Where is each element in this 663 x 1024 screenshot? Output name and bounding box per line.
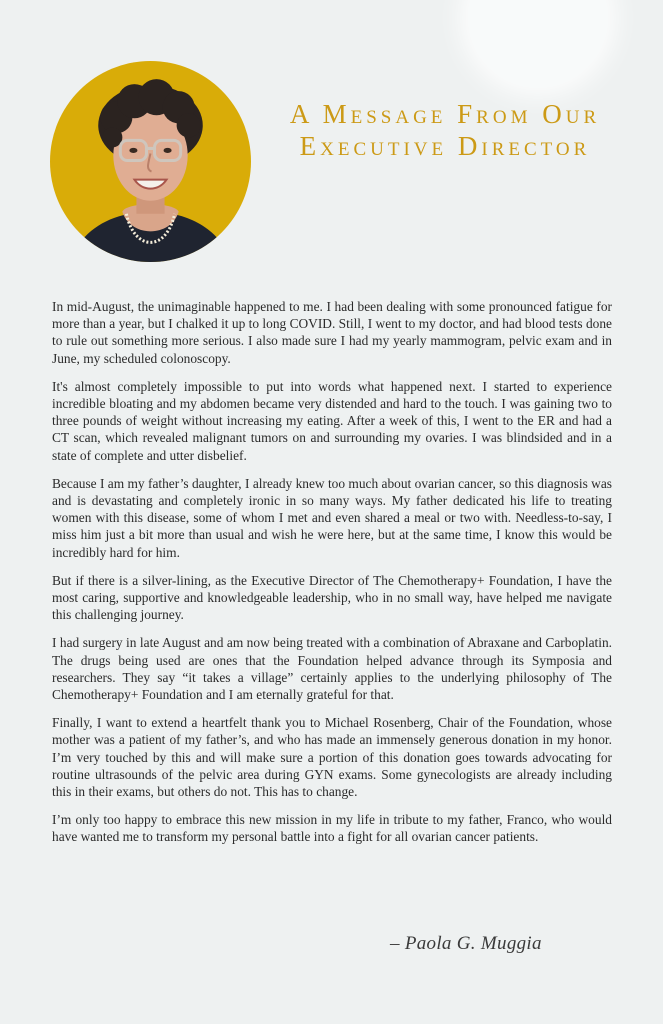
letter-paragraph: Finally, I want to extend a heartfelt thank you to Michael Rosenberg, Chair of the Foundation, whose mother was a patient of my father’s, and who has made an immensely generous donation in my honor. I’m very touched by this and will make sure a portion of this donation goes towards advocating for routine ultrasounds of the pelvic area during GYN exams. Some gynecologists are already including this in their exams, but others do not. This has to change. (52, 715, 612, 800)
letter-paragraph: In mid-August, the unimaginable happened to me. I had been dealing with some pronounced fatigue for more than a year, but I chalked it up to long COVID. Still, I went to my doctor, and had blood tests done to rule out something more serious. I also made sure I had my yearly mammogram, pelvic exam and in June, my scheduled colonoscopy. (52, 299, 612, 366)
portrait-photo (50, 61, 251, 262)
page-title-line-2: Executive Director (299, 131, 591, 161)
signature: – Paola G. Muggia (390, 933, 542, 954)
letter-paragraph: I’m only too happy to embrace this new mission in my life in tribute to my father, Franco, who would have wanted me to transform my personal battle into a fight for all ovarian cancer patients. (52, 812, 612, 845)
decorative-circle (468, 0, 608, 88)
portrait-illustration (50, 61, 251, 262)
letter-paragraph: I had surgery in late August and am now being treated with a combination of Abraxane and Carboplatin. The drugs being used are ones that the Foundation helped advance through its Symposia and researchers. They say “it takes a village” certainly applies to the underlying philosophy of The Chemotherapy+ Foundation and I am eternally grateful for that. (52, 635, 612, 703)
page-title-line-1: A Message From Our (289, 99, 601, 129)
letter-paragraph: But if there is a silver-lining, as the Executive Director of The Chemotherapy+ Foundation, I have the most caring, supportive and knowledgeable leadership, who in no small way, have helped me navigate this challenging journey. (52, 572, 612, 623)
letter-paragraph: It's almost completely impossible to put into words what happened next. I started to experience incredible bloating and my abdomen became very distended and hard to the touch. I was gaining two to three pounds of weight without increasing my eating. After a week of this, I went to the ER and had a CT scan, which revealed malignant tumors on and surrounding my ovaries. I was blindsided and in a state of complete and utter disbelief. (52, 378, 612, 463)
letter-body (52, 298, 612, 857)
page-title (260, 98, 630, 162)
letter-paragraph: Because I am my father’s daughter, I already knew too much about ovarian cancer, so this diagnosis was and is devastating and completely ironic in so many ways. My father dedicated his life to treating women with this disease, some of whom I met and even shared a meal or two with. Needless-to-say, I miss him just a bit more than usual and wish he were here, but at the same time, I know this would be incredibly hard for him. (52, 475, 612, 560)
